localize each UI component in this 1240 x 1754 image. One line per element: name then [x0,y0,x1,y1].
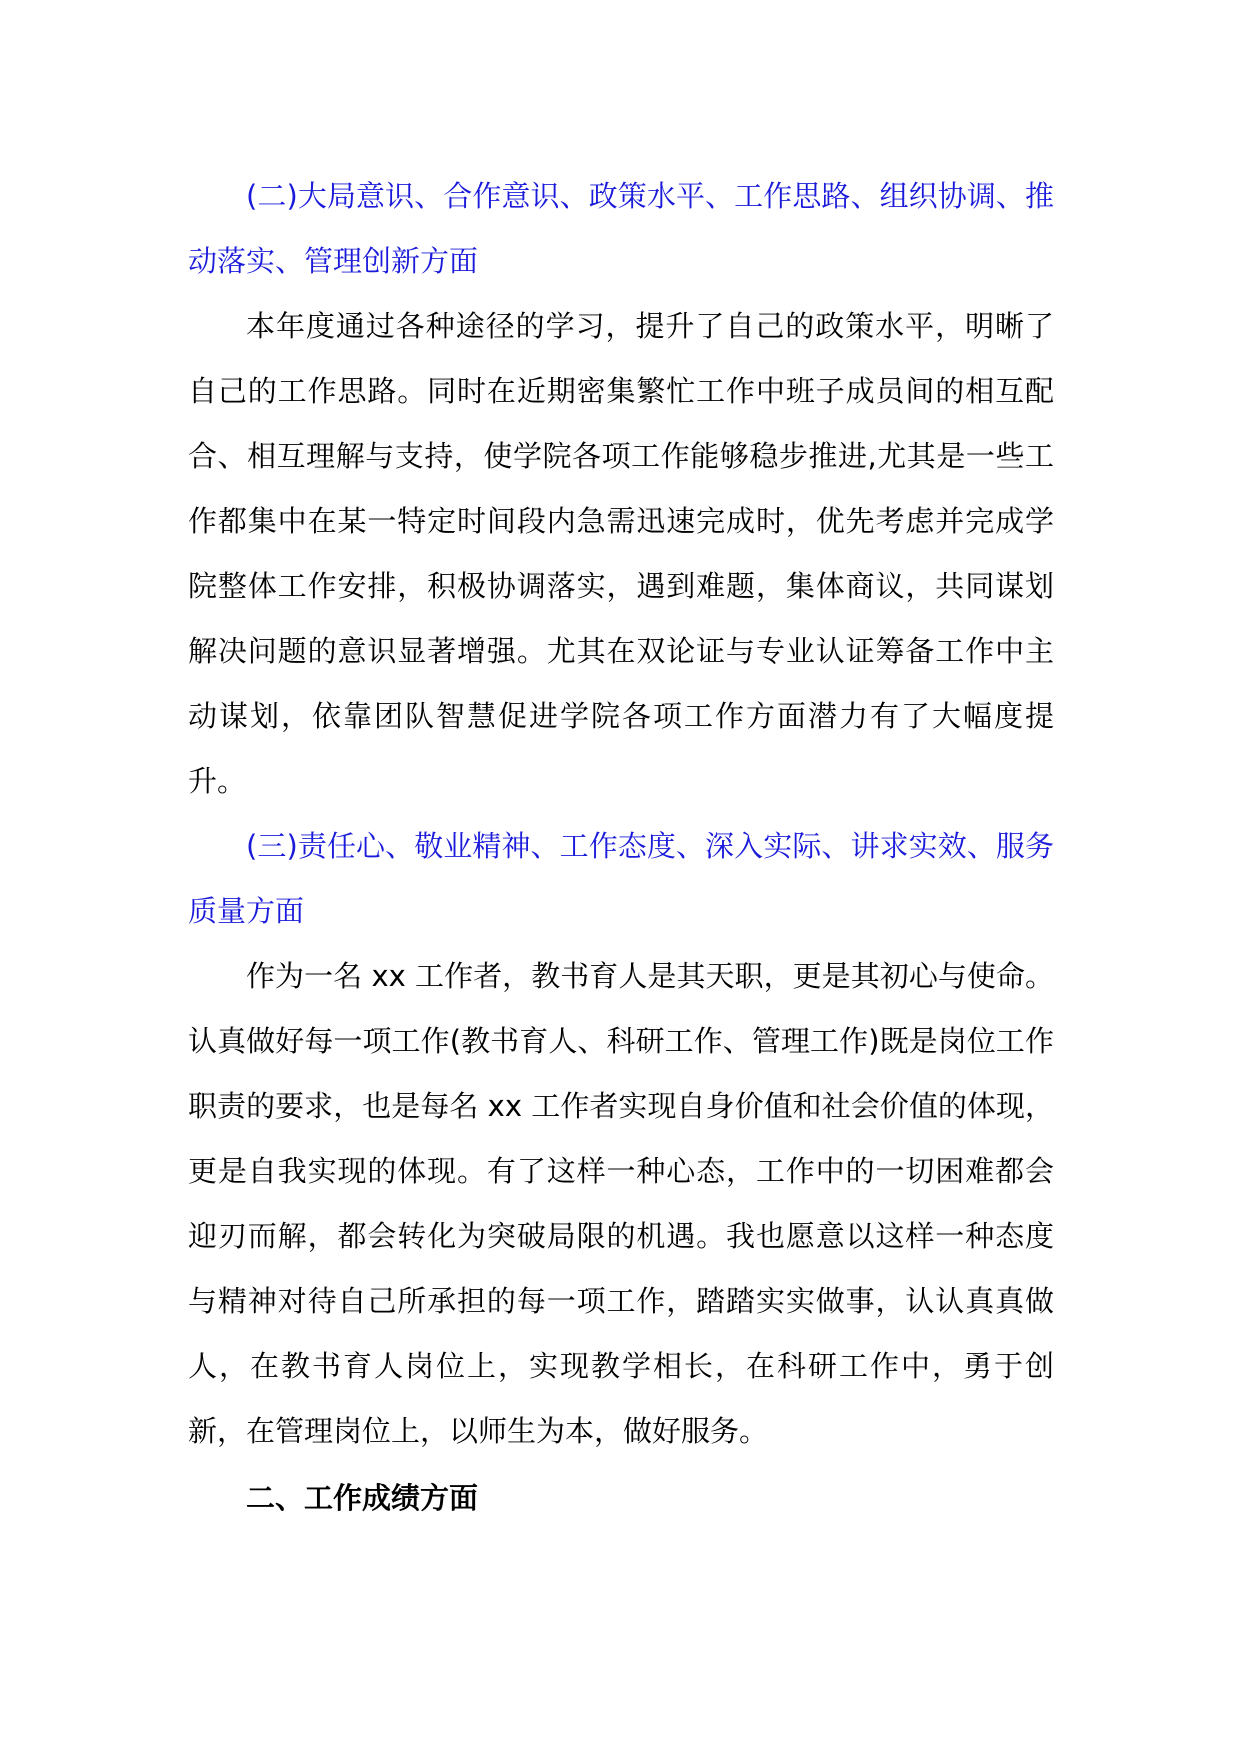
paragraph-2: 本年度通过各种途径的学习，提升了自己的政策水平，明晰了自己的工作思路。同时在近期密集繁忙工作中班子成员间的相互配合、相互理解与支持，使学院各项工作能够稳步推进,尤其是一些工作都集中在某一特定时间段内急需迅速完成时，优先考虑并完成学院整体工作安排，积极协调落实，遇到难题，集体商议，共同谋划解决问题的意识显著增强。尤其在双论证与专业认证筹备工作中主动谋划，依靠团队智慧促进学院各项工作方面潜力有了大幅度提升。 [188,309,1054,798]
sub-heading-2: (二)大局意识、合作意识、政策水平、工作思路、组织协调、推动落实、管理创新方面 [188,179,1054,278]
section-heading: 二、工作成绩方面 [246,1481,479,1515]
sub-heading-3: (三)责任心、敬业精神、工作态度、深入实际、讲求实效、服务质量方面 [188,829,1054,928]
document-body [188,164,1054,1531]
paragraph-3: 作为一名 xx 工作者，教书育人是其天职，更是其初心与使命。认真做好每一项工作(教书育人、科研工作、管理工作)既是岗位工作职责的要求，也是每名 xx 工作者实现自身价值和社会价值的体现，更是自我实现的体现。有了这样一种心态，工作中的一切困难都会迎刃而解，都会转化为突破局限的机遇。我也愿意以这样一种态度与精神对待自己所承担的每一项工作，踏踏实实做事，认认真真做人，在教书育人岗位上，实现教学相长，在科研工作中，勇于创新，在管理岗位上，以师生为本，做好服务。 [188,959,1054,1448]
